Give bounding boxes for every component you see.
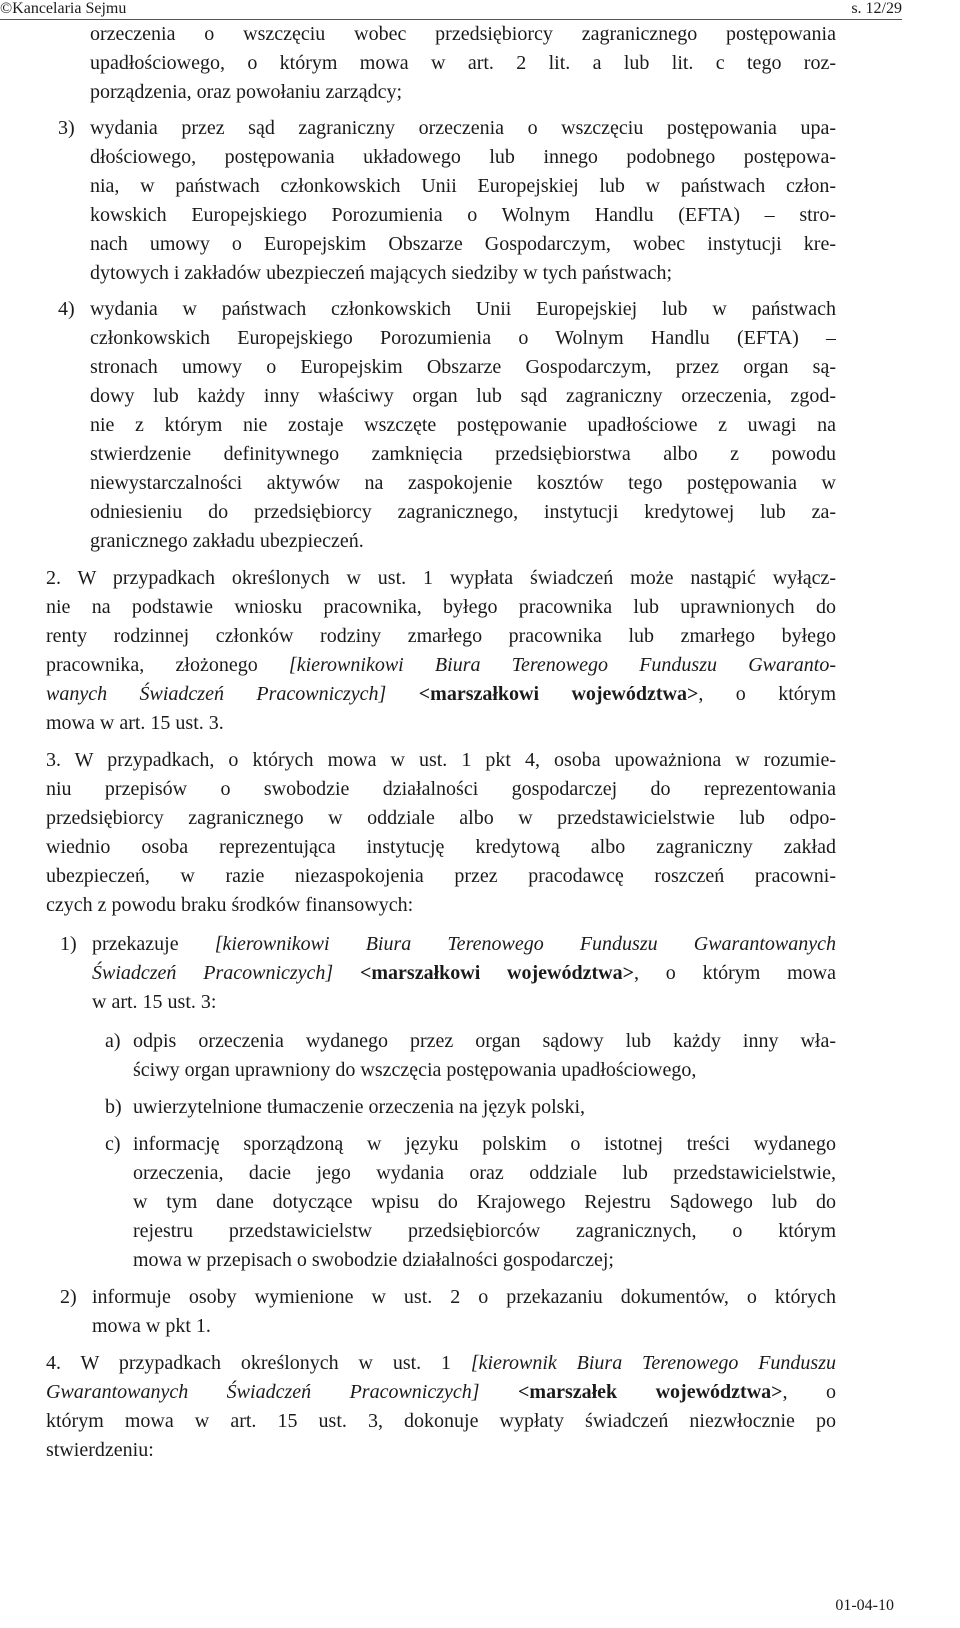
text-line: pracownika, złożonego [kierownikowi Biura Terenowego Funduszu Gwaranto- <box>46 654 836 676</box>
text-line: przedsiębiorcy zagranicznego w oddziale albo w przedstawicielstwie lub odpo- <box>46 807 836 829</box>
text-line: ściwy organ uprawniony do wszczęcia postępowania upadłościowego, <box>133 1059 697 1081</box>
text-line: nia, w państwach członkowskich Unii Europejskiej lub w państwach człon- <box>90 175 836 197</box>
letter-c <box>105 1130 836 1275</box>
section-3-point-2 <box>60 1283 836 1341</box>
footer-date: 01-04-10 <box>835 1597 894 1614</box>
text-line: kowskich Europejskiego Porozumienia o Wolnym Handlu (EFTA) – stro- <box>90 204 836 226</box>
text-line: nie z którym nie zostaje wszczęte postępowanie upadłościowe z uwagi na <box>90 414 836 436</box>
text-line: orzeczenia, dacie jego wydania oraz oddziale lub przedstawicielstwie, <box>133 1162 836 1184</box>
intro-continuation <box>90 20 836 107</box>
section-2 <box>46 564 836 738</box>
text-line: mowa w pkt 1. <box>92 1315 211 1337</box>
text-line: stronach umowy o Europejskim Obszarze Gospodarczym, przez organ są- <box>90 356 836 378</box>
text-line: 3. W przypadkach, o których mowa w ust. 1 pkt 4, osoba upoważniona w rozumie- <box>46 749 836 771</box>
letter-label: a) <box>105 1030 121 1052</box>
document-body <box>0 20 960 1465</box>
italic-text: [kierownik Biura Terenowego Funduszu <box>470 1352 836 1374</box>
italic-text: Gwarantowanych Świadczeń Pracowniczych] <box>46 1381 480 1403</box>
text-line: czych z powodu braku środków finansowych: <box>46 894 414 916</box>
text-line: rejestru przedstawicielstw przedsiębiorców zagranicznych, o którym <box>133 1220 836 1242</box>
text-line: stwierdzeniu: <box>46 1439 154 1461</box>
section-4 <box>46 1349 836 1465</box>
point-label: 3) <box>58 117 75 139</box>
section-3-point-1 <box>60 930 836 1017</box>
text-line: 4. W przypadkach określonych w ust. 1 [kierownik Biura Terenowego Funduszu <box>46 1352 836 1374</box>
text-line: informuje osoby wymienione w ust. 2 o przekazaniu dokumentów, o których <box>92 1286 836 1308</box>
bold-text: <marszałek województwa> <box>479 1381 783 1403</box>
text-line: 2. W przypadkach określonych w ust. 1 wypłata świadczeń może nastąpić wyłącz- <box>46 567 836 589</box>
header-source: ©Kancelaria Sejmu <box>0 0 127 17</box>
italic-text: [kierownikowi Biura Terenowego Funduszu Gwarantowanych <box>214 933 836 955</box>
point-label: 2) <box>60 1286 77 1308</box>
text-line: porządzenia, oraz powołaniu zarządcy; <box>90 81 403 103</box>
text-line: wanych Świadczeń Pracowniczych] <marszałkowi województwa>, o którym <box>46 683 836 705</box>
text-line: Gwarantowanych Świadczeń Pracowniczych] <marszałek województwa>, o <box>46 1381 836 1403</box>
text-line: dłościowego, postępowania układowego lub innego podobnego postępowa- <box>90 146 836 168</box>
text-line: mowa w art. 15 ust. 3. <box>46 712 224 734</box>
letter-b <box>105 1093 836 1122</box>
letter-label: c) <box>105 1133 121 1155</box>
italic-text: [kierownikowi Biura Terenowego Funduszu Gwaranto- <box>288 654 836 676</box>
text-line: niewystarczalności aktywów na zaspokojenie kosztów tego postępowania w <box>90 472 836 494</box>
bold-text: <marszałkowi województwa> <box>386 683 699 705</box>
page-number: s. 12/29 <box>851 0 902 17</box>
section-3 <box>46 746 836 920</box>
text-line: Świadczeń Pracowniczych] <marszałkowi województwa>, o którym mowa <box>92 962 836 984</box>
point-4 <box>58 295 836 556</box>
text-line: ubezpieczeń, w razie niezaspokojenia przez pracodawcę roszczeń pracowni- <box>46 865 836 887</box>
text-line: wydania przez sąd zagraniczny orzeczenia o wszczęciu postępowania upa- <box>90 117 836 139</box>
text-line: informację sporządzoną w języku polskim o istotnej treści wydanego <box>133 1133 836 1155</box>
text-line: nach umowy o Europejskim Obszarze Gospodarczym, wobec instytucji kre- <box>90 233 836 255</box>
text-line: odniesieniu do przedsiębiorcy zagranicznego, instytucji kredytowej lub za- <box>90 501 836 523</box>
point-3 <box>58 114 836 288</box>
point-label: 4) <box>58 298 75 320</box>
text-line: upadłościowego, o którym mowa w art. 2 lit. a lub lit. c tego roz- <box>90 52 836 74</box>
bold-text: <marszałkowi województwa> <box>333 962 634 984</box>
text-line: wiednio osoba reprezentująca instytucję kredytową albo zagraniczny zakład <box>46 836 836 858</box>
italic-text: wanych Świadczeń Pracowniczych] <box>46 683 387 705</box>
text-line: uwierzytelnione tłumaczenie orzeczenia na język polski, <box>133 1096 586 1118</box>
text-line: stwierdzenie definitywnego zamknięcia przedsiębiorstwa albo z powodu <box>90 443 836 465</box>
text-line: granicznego zakładu ubezpieczeń. <box>90 530 364 552</box>
point-label: 1) <box>60 933 77 955</box>
text-line: mowa w przepisach o swobodzie działalności gospodarczej; <box>133 1249 614 1271</box>
italic-text: Świadczeń Pracowniczych] <box>92 962 334 984</box>
text-line: w art. 15 ust. 3: <box>92 991 217 1013</box>
text-line: odpis orzeczenia wydanego przez organ sądowy lub każdy inny wła- <box>133 1030 836 1052</box>
text-line: renty rodzinnej członków rodziny zmarłego pracownika lub zmarłego byłego <box>46 625 836 647</box>
text-line: którym mowa w art. 15 ust. 3, dokonuje wypłaty świadczeń niezwłocznie po <box>46 1410 836 1432</box>
text-line: członkowskich Europejskiego Porozumienia o Wolnym Handlu (EFTA) – <box>90 327 836 349</box>
text-line: niu przepisów o swobodzie działalności gospodarczej do reprezentowania <box>46 778 836 800</box>
text-line: nie na podstawie wniosku pracownika, byłego pracownika lub uprawnionych do <box>46 596 836 618</box>
letter-label: b) <box>105 1096 122 1118</box>
text-line: wydania w państwach członkowskich Unii Europejskiej lub w państwach <box>90 298 836 320</box>
text-line: w tym dane dotyczące wpisu do Krajowego Rejestru Sądowego lub do <box>133 1191 836 1213</box>
letter-a <box>105 1027 836 1085</box>
text-line: dowy lub każdy inny właściwy organ lub sąd zagraniczny orzeczenia, zgod- <box>90 385 836 407</box>
text-line: dytowych i zakładów ubezpieczeń mających siedziby w tych państwach; <box>90 262 673 284</box>
text-line: orzeczenia o wszczęciu wobec przedsiębiorcy zagranicznego postępowania <box>90 23 836 45</box>
text-line: przekazuje [kierownikowi Biura Terenowego Funduszu Gwarantowanych <box>92 933 836 955</box>
